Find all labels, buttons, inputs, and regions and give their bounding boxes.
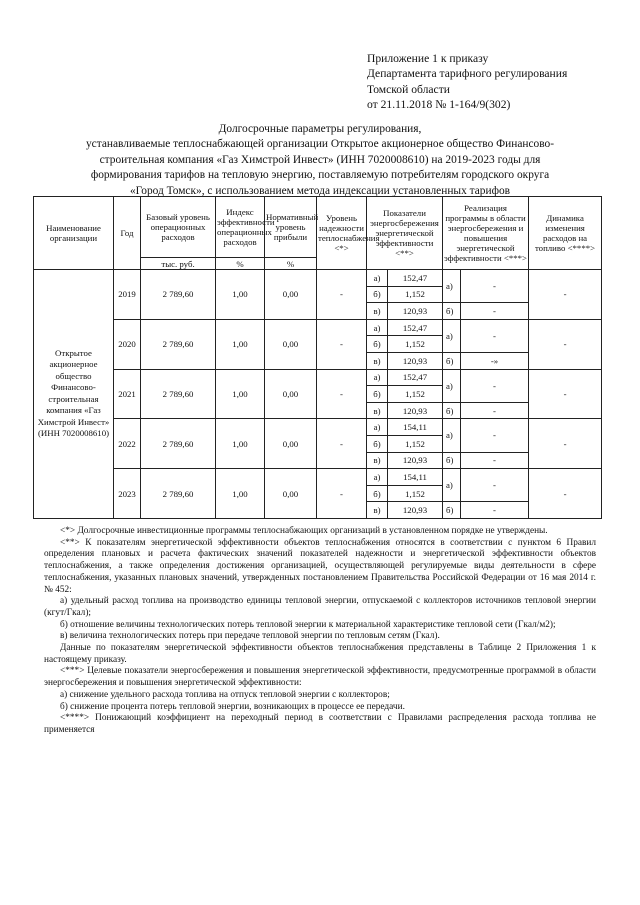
indicator-label: в) <box>367 452 388 469</box>
unit-profit-level: % <box>265 258 317 270</box>
cell-profit-level: 0,00 <box>265 419 317 469</box>
footnote-paragraph: <**> К показателям энергетической эффективности объектов теплоснабжения относятся в соответствии с пунктом 6 Правил определения плановых и расчета фактических значений показателей надежности и энергетической эффективности объектов теплоснабжения, а также определения достижения организацией, осуществляющей регулируемые виды деятельности в сфере теплоснабжения, указанных плановых значений, утвержденных постановлением Правительства Российской Федерации от 16 мая 2014 г. № 452: <box>44 537 596 595</box>
program-value: - <box>461 419 529 452</box>
cell-base-costs: 2 789,60 <box>141 319 216 369</box>
program-label: б) <box>443 452 461 469</box>
cell-loss-dynamics: - <box>529 270 602 320</box>
organization-name: Открытое акционерное общество Финансово-строительная компания «Газ Химстрой Инвест» (ИНН 7020008610) <box>34 270 114 519</box>
indicator-label: б) <box>367 386 388 403</box>
indicator-value: 120,93 <box>388 502 443 519</box>
appendix-line: от 21.11.2018 № 1-164/9(302) <box>367 97 511 111</box>
cell-reliability: - <box>317 369 367 419</box>
indicator-value: 1,152 <box>388 485 443 502</box>
program-label: б) <box>443 402 461 419</box>
indicator-label: а) <box>367 270 388 287</box>
cell-efficiency-index: 1,00 <box>216 319 265 369</box>
header-base-costs: Базовый уровень операционных расходов <box>141 197 216 258</box>
table-row <box>34 469 602 486</box>
title-line: строительная компания «Газ Химстрой Инвест» (ИНН 7020008610) на 2019-2023 годы для <box>99 153 541 166</box>
document-title <box>44 122 596 199</box>
indicator-value: 1,152 <box>388 286 443 303</box>
cell-efficiency-index: 1,00 <box>216 469 265 519</box>
footnote-paragraph: <***> Целевые показатели энергосбережения и повышения энергетической эффективности, предусмотренные программой в области энергосбережения и повышения энергетической эффективности: <box>44 666 596 689</box>
program-label: б) <box>443 352 461 369</box>
footnote-paragraph: <*> Долгосрочные инвестиционные программы теплоснабжающих организаций в установленном порядке не утверждены. <box>60 526 548 536</box>
cell-efficiency-index: 1,00 <box>216 270 265 320</box>
cell-loss-dynamics: - <box>529 469 602 519</box>
program-label: а) <box>443 319 461 352</box>
indicator-label: в) <box>367 352 388 369</box>
table-row <box>34 270 602 287</box>
title-line: «Город Томск», с использованием метода индексации установленных тарифов <box>129 184 511 197</box>
header-loss-dynamics: Динамика изменения расходов на топливо <****> <box>529 197 602 270</box>
indicator-value: 152,47 <box>388 319 443 336</box>
cell-reliability: - <box>317 270 367 320</box>
program-label: б) <box>443 303 461 320</box>
cell-loss-dynamics: - <box>529 419 602 469</box>
indicator-label: а) <box>367 319 388 336</box>
cell-profit-level: 0,00 <box>265 270 317 320</box>
appendix-line: Томской области <box>367 82 450 96</box>
indicator-value: 1,152 <box>388 386 443 403</box>
indicator-value: 152,47 <box>388 270 443 287</box>
footnote-paragraph: Данные по показателям энергетической эффективности объектов теплоснабжения представлены в Таблице 2 Приложения 1 к настоящему приказу. <box>44 643 596 665</box>
program-value: - <box>461 502 529 519</box>
header-profit-level: Нормативный уровень прибыли <box>265 197 317 258</box>
unit-base-costs: тыс. руб. <box>141 258 216 270</box>
indicator-value: 120,93 <box>388 402 443 419</box>
program-label: а) <box>443 270 461 303</box>
cell-year: 2023 <box>114 469 141 519</box>
indicator-value: 120,93 <box>388 352 443 369</box>
indicator-label: а) <box>367 469 388 486</box>
indicator-value: 120,93 <box>388 303 443 320</box>
indicator-value: 152,47 <box>388 369 443 386</box>
cell-efficiency-index: 1,00 <box>216 369 265 419</box>
table-row <box>34 369 602 386</box>
cell-base-costs: 2 789,60 <box>141 419 216 469</box>
title-line: формирования тарифов на тепловую энергию, поставляемую потребителям городского округа <box>90 169 550 182</box>
cell-reliability: - <box>317 319 367 369</box>
cell-profit-level: 0,00 <box>265 319 317 369</box>
title-line: устанавливаемые теплоснабжающей организации Открытое акционерное общество Финансово- <box>85 138 555 151</box>
indicator-label: в) <box>367 502 388 519</box>
indicator-value: 1,152 <box>388 336 443 353</box>
footnote-paragraph: а) снижение удельного расхода топлива на отпуск тепловой энергии с коллекторов; <box>60 689 390 700</box>
cell-profit-level: 0,00 <box>265 369 317 419</box>
indicator-label: а) <box>367 419 388 436</box>
cell-loss-dynamics: - <box>529 369 602 419</box>
cell-year: 2020 <box>114 319 141 369</box>
program-label: б) <box>443 502 461 519</box>
footnotes <box>44 526 596 737</box>
cell-efficiency-index: 1,00 <box>216 419 265 469</box>
indicator-label: а) <box>367 369 388 386</box>
cell-base-costs: 2 789,60 <box>141 270 216 320</box>
indicator-value: 154,11 <box>388 419 443 436</box>
program-value: - <box>461 270 529 303</box>
header-efficiency-index: Индекс эффективности операционных расходов <box>216 197 265 258</box>
indicator-value: 154,11 <box>388 469 443 486</box>
cell-profit-level: 0,00 <box>265 469 317 519</box>
table-header-row <box>34 197 602 258</box>
footnote-paragraph: б) снижение процента потерь тепловой энергии, возникающих в процессе ее передачи. <box>60 701 405 712</box>
indicator-label: в) <box>367 303 388 320</box>
title-line: Долгосрочные параметры регулирования, <box>218 123 422 135</box>
appendix-line: Приложение 1 к приказу <box>367 52 489 65</box>
program-value: - <box>461 402 529 419</box>
appendix-line: Департамента тарифного регулирования <box>367 67 568 81</box>
indicator-label: б) <box>367 336 388 353</box>
cell-loss-dynamics: - <box>529 319 602 369</box>
program-label: а) <box>443 419 461 452</box>
cell-reliability: - <box>317 469 367 519</box>
footnote-paragraph: <****> Понижающий коэффициент на переходный период в соответствии с Правилами распределения расхода топлива не применяется <box>44 713 596 735</box>
program-value: - <box>461 452 529 469</box>
cell-reliability: - <box>317 419 367 469</box>
indicator-label: б) <box>367 485 388 502</box>
program-label: а) <box>443 369 461 402</box>
program-value: - <box>461 469 529 502</box>
footnote-paragraph: в) величина технологических потерь при передаче тепловой энергии по тепловым сетям (Гкал). <box>60 631 440 642</box>
header-reliability: Уровень надежности теплоснабжения <*> <box>317 197 367 270</box>
indicator-label: б) <box>367 286 388 303</box>
footnote-paragraph: б) отношение величины технологических потерь тепловой энергии к материальной характеристике тепловой сети (Гкал/м2); <box>60 619 556 630</box>
header-energy-saving: Показатели энергосбережения энергетической эффективности <**> <box>367 197 443 270</box>
indicator-value: 1,152 <box>388 435 443 452</box>
program-label: а) <box>443 469 461 502</box>
cell-year: 2019 <box>114 270 141 320</box>
header-program: Реализация программы в области энергосбережения и повышения энергетической эффективности <***> <box>443 197 529 270</box>
program-value: -» <box>461 352 529 369</box>
unit-efficiency-index: % <box>216 258 265 270</box>
indicator-value: 120,93 <box>388 452 443 469</box>
cell-base-costs: 2 789,60 <box>141 469 216 519</box>
indicator-label: в) <box>367 402 388 419</box>
cell-base-costs: 2 789,60 <box>141 369 216 419</box>
footnote-paragraph: а) удельный расход топлива на производство единицы тепловой энергии, отпускаемой с коллекторов источников тепловой энергии (кгут/Гкал); <box>44 596 596 618</box>
indicator-label: б) <box>367 435 388 452</box>
appendix-header <box>367 51 567 112</box>
program-value: - <box>461 303 529 320</box>
parameters-table <box>33 196 602 519</box>
cell-year: 2021 <box>114 369 141 419</box>
header-org: Наименование организации <box>34 197 114 270</box>
program-value: - <box>461 369 529 402</box>
table-row <box>34 419 602 436</box>
header-year: Год <box>114 197 141 270</box>
program-value: - <box>461 319 529 352</box>
table-row <box>34 319 602 336</box>
cell-year: 2022 <box>114 419 141 469</box>
